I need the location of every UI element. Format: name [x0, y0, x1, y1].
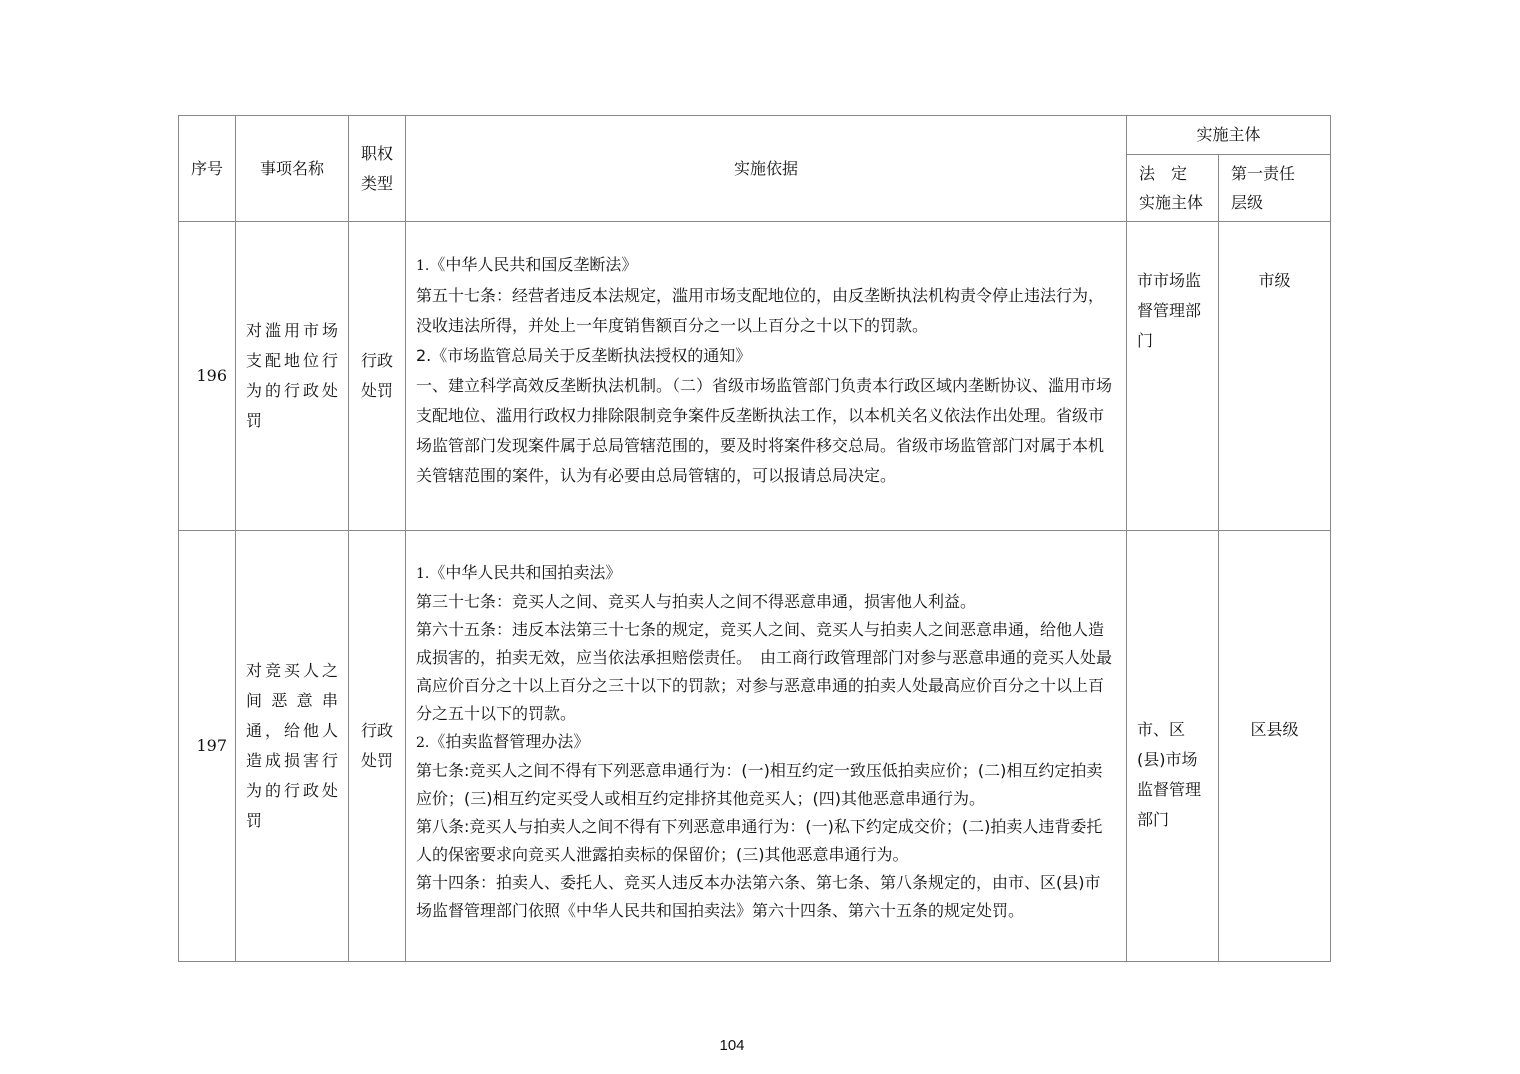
basis-article: 第十四条：拍卖人、委托人、竞买人违反本办法第六条、第七条、第八条规定的，由市、区(县)市场监督管理部门依照《中华人民共和国拍卖法》第六十四条、第六十五条的规定处罚。: [416, 873, 1101, 920]
basis-num: 2.: [416, 735, 430, 751]
row-type: 行政处罚: [349, 531, 406, 962]
basis-article: 第六十五条：违反本法第三十七条的规定，竞买人之间、竞买人与拍卖人之间恶意串通，给他人造成损害的，拍卖无效，应当依法承担赔偿责任。 由工商行政管理部门对参与恶意串通的竞买人处最高应价百分之十以上百分之三十以下的罚款；对参与恶意串通的拍卖人处最高应价百分之十以上百分之五十以下的罚款。: [416, 620, 1113, 723]
basis-num: 1.: [416, 566, 430, 582]
table-row: [179, 222, 1331, 531]
header-first-level-line1: 第一责任: [1231, 164, 1296, 183]
row-seq: 196: [179, 222, 236, 531]
header-subject-group: 实施主体: [1127, 116, 1331, 155]
row-basis: [406, 531, 1127, 962]
header-legal-subject-line2: 实施主体: [1139, 193, 1204, 212]
page-number: 104: [719, 1037, 745, 1054]
header-first-level: [1219, 155, 1331, 222]
basis-article: 第七条:竞买人之间不得有下列恶意串通行为：(一)相互约定一致压低拍卖应价；(二)相互约定拍卖应价；(三)相互约定买受人或相互约定排挤其他竞买人；(四)其他恶意串通行为。: [416, 761, 1103, 808]
row-seq: 197: [179, 531, 236, 962]
header-legal-subject-line1: 法 定: [1139, 164, 1188, 183]
basis-law-title: 2.《市场监管总局关于反垄断执法授权的通知》: [416, 346, 752, 365]
basis-num: 1.: [416, 258, 430, 274]
row-name: 对竞买人之间恶意串通，给他人造成损害行为的行政处罚: [236, 531, 349, 962]
basis-article: 第八条:竞买人与拍卖人之间不得有下列恶意串通行为：(一)私下约定成交价；(二)拍卖人违背委托人的保密要求向竞买人泄露拍卖标的保留价；(三)其他恶意串通行为。: [416, 817, 1103, 864]
row-level: 区县级: [1219, 531, 1331, 962]
row-legal-subject: 市、区(县)市场监督管理部门: [1127, 531, 1219, 962]
header-name: 事项名称: [236, 116, 349, 222]
basis-article: 第五十七条：经营者违反本法规定，滥用市场支配地位的，由反垄断执法机构责令停止违法行为，没收违法所得，并处上一年度销售额百分之一以上百分之十以下的罚款。: [416, 286, 1105, 335]
authority-table: [178, 115, 1331, 962]
header-basis: 实施依据: [406, 116, 1127, 222]
row-type: 行政处罚: [349, 222, 406, 531]
header-legal-subject: [1127, 155, 1219, 222]
row-name: 对滥用市场支配地位行为的行政处罚: [236, 222, 349, 531]
basis-law-title: 2.《拍卖监督管理办法》: [416, 732, 590, 751]
row-level: 市级: [1219, 222, 1331, 531]
basis-article: 第三十七条：竞买人之间、竞买人与拍卖人之间不得恶意串通，损害他人利益。: [416, 592, 977, 611]
header-first-level-line2: 层级: [1231, 193, 1264, 212]
basis-article: 一、建立科学高效反垄断执法机制。（二）省级市场监管部门负责本行政区域内垄断协议、滥用市场支配地位、滥用行政权力排除限制竞争案件反垄断执法工作，以本机关名义依法作出处理。省级市场监管部门发现案件属于总局管辖范围的，要及时将案件移交总局。省级市场监管部门对属于本机关管辖范围的案件，认为有必要由总局管辖的，可以报请总局决定。: [416, 376, 1113, 485]
row-legal-subject: 市市场监督管理部门: [1127, 222, 1219, 531]
table-row: [179, 531, 1331, 962]
header-type: 职权类型: [349, 116, 406, 222]
header-seq: 序号: [179, 116, 236, 222]
basis-law-title: 1.《中华人民共和国拍卖法》: [416, 563, 622, 582]
basis-law-title: 1.《中华人民共和国反垄断法》: [416, 255, 638, 274]
row-basis: [406, 222, 1127, 531]
